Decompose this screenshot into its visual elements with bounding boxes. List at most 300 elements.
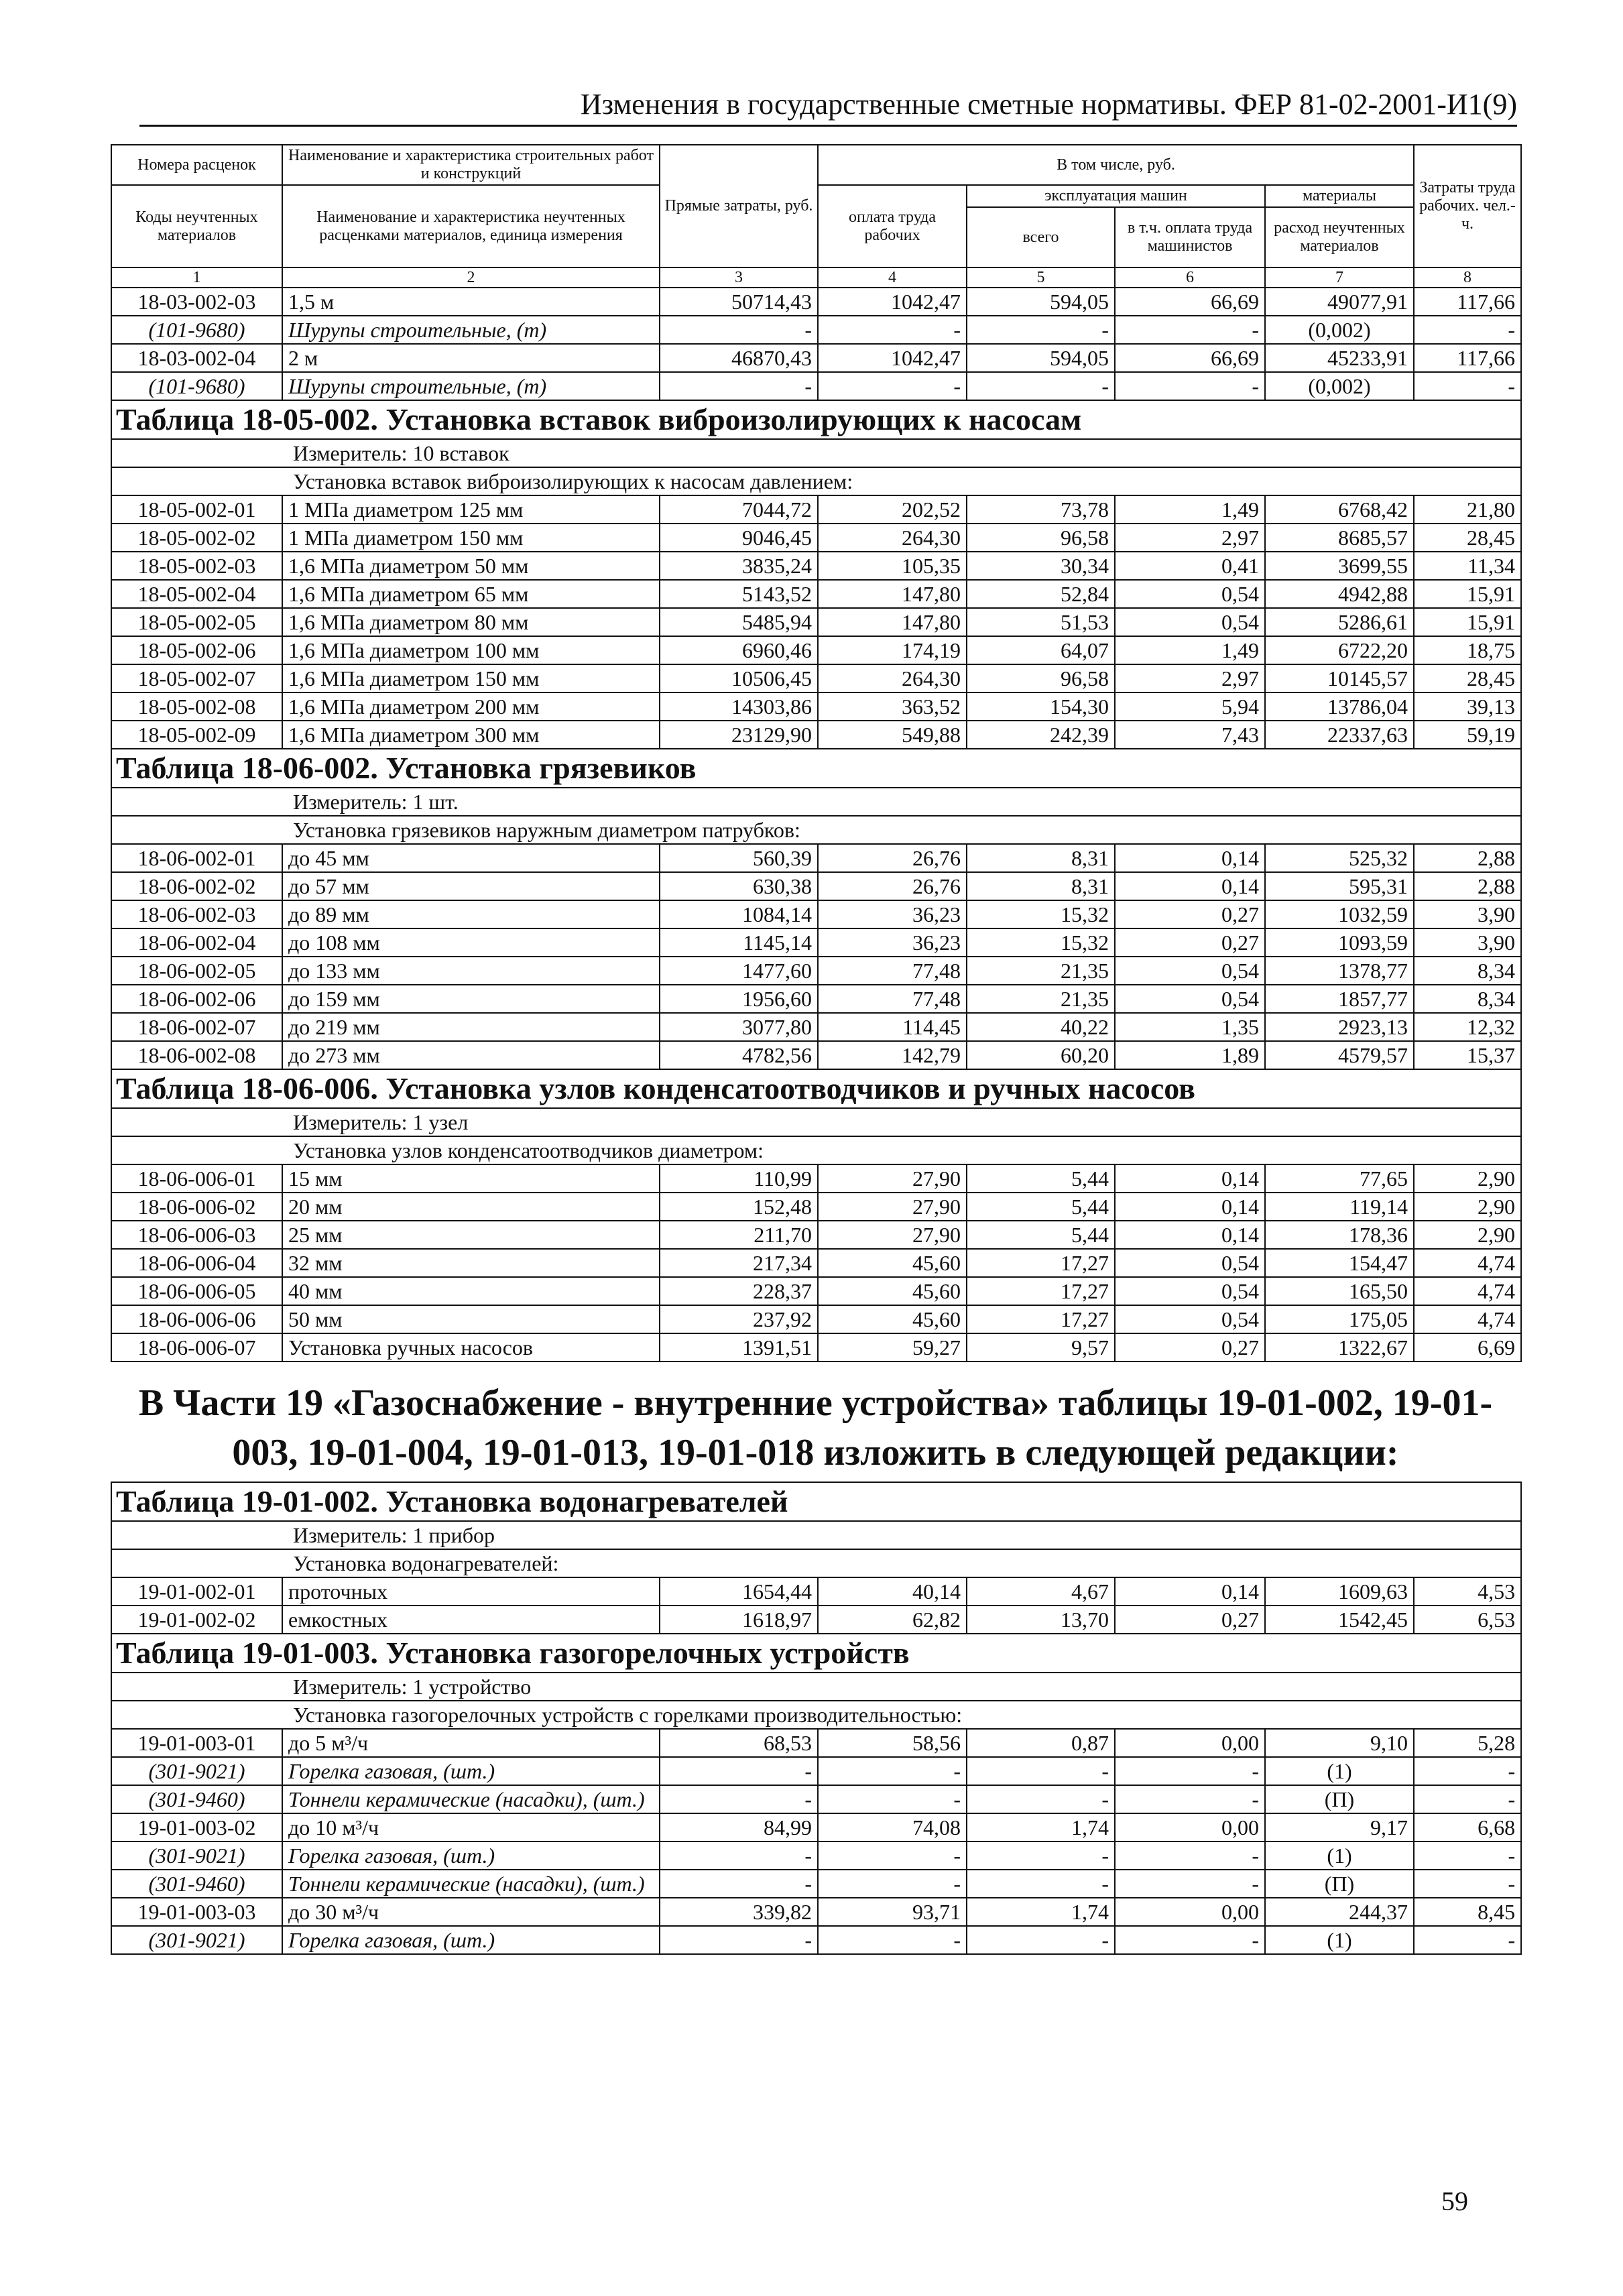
- labor-hours: 2,90: [1414, 1193, 1521, 1221]
- table-title-row: [111, 400, 1521, 439]
- materials: 244,37: [1265, 1898, 1414, 1926]
- labor-pay: 77,48: [818, 957, 967, 985]
- machine-total: -: [967, 1757, 1115, 1785]
- machine-total: -: [967, 1870, 1115, 1898]
- table-title-row: [111, 749, 1521, 788]
- machinist-pay: -: [1115, 372, 1265, 400]
- materials: 175,05: [1265, 1305, 1414, 1333]
- labor-pay: -: [818, 1841, 967, 1870]
- material-code: (301-9021): [111, 1926, 282, 1954]
- rate-code: 18-06-002-05: [111, 957, 282, 985]
- material-row: [111, 1870, 1521, 1898]
- material-code: (301-9021): [111, 1757, 282, 1785]
- table-row: [111, 1606, 1521, 1634]
- machinist-pay: 2,97: [1115, 524, 1265, 552]
- materials: 9,17: [1265, 1813, 1414, 1841]
- table-row: [111, 495, 1521, 524]
- labor-pay: -: [818, 372, 967, 400]
- machine-total: 594,05: [967, 344, 1115, 372]
- column-number: 4: [818, 267, 967, 288]
- header-naim-materials: Наименование и характеристика неучтенных расценками материалов, единица измерения: [282, 185, 660, 267]
- direct-costs: 237,92: [660, 1305, 818, 1333]
- description: до 30 м³/ч: [282, 1898, 660, 1926]
- header-vtom: В том числе, руб.: [818, 145, 1414, 185]
- machine-total: 4,67: [967, 1577, 1115, 1606]
- machine-total: 40,22: [967, 1013, 1115, 1041]
- table-row: [111, 344, 1521, 372]
- labor-hours: 2,88: [1414, 844, 1521, 872]
- machinist-pay: 0,27: [1115, 1606, 1265, 1634]
- materials: 154,47: [1265, 1249, 1414, 1277]
- rate-code: 18-06-002-02: [111, 872, 282, 900]
- machine-total: 5,44: [967, 1221, 1115, 1249]
- labor-pay: 1042,47: [818, 288, 967, 316]
- machinist-pay: 66,69: [1115, 288, 1265, 316]
- direct-costs: 228,37: [660, 1277, 818, 1305]
- machinist-pay: -: [1115, 316, 1265, 344]
- table-row: [111, 1277, 1521, 1305]
- labor-hours: 28,45: [1414, 664, 1521, 692]
- materials: 22337,63: [1265, 721, 1414, 749]
- machine-total: 15,32: [967, 928, 1115, 957]
- machinist-pay: 1,89: [1115, 1041, 1265, 1069]
- rate-code: 19-01-003-01: [111, 1729, 282, 1757]
- rate-code: 18-05-002-03: [111, 552, 282, 580]
- labor-hours: -: [1414, 1926, 1521, 1954]
- machinist-pay: 0,14: [1115, 844, 1265, 872]
- direct-costs: 50714,43: [660, 288, 818, 316]
- labor-hours: 8,45: [1414, 1898, 1521, 1926]
- materials: 1857,77: [1265, 985, 1414, 1013]
- machinist-pay: 2,97: [1115, 664, 1265, 692]
- table-row: [111, 288, 1521, 316]
- labor-pay: 26,76: [818, 872, 967, 900]
- header-nomera: Номера расценок: [111, 145, 282, 185]
- group-label: Установка узлов конденсатоотводчиков диаметром:: [111, 1136, 1521, 1164]
- machinist-pay: -: [1115, 1870, 1265, 1898]
- machinist-pay: 66,69: [1115, 344, 1265, 372]
- rate-code: 18-06-006-07: [111, 1333, 282, 1362]
- materials: 595,31: [1265, 872, 1414, 900]
- labor-hours: 6,68: [1414, 1813, 1521, 1841]
- labor-pay: 1042,47: [818, 344, 967, 372]
- labor-hours: 59,19: [1414, 721, 1521, 749]
- labor-hours: -: [1414, 1757, 1521, 1785]
- description: до 219 мм: [282, 1013, 660, 1041]
- part-heading: В Части 19 «Газоснабжение - внутренние устройства» таблицы 19-01-002, 19-01-003, 19-01-004, 19-01-013, 19-01-018 изложить в следующей редакции:: [138, 1382, 1493, 1473]
- machinist-pay: 7,43: [1115, 721, 1265, 749]
- machine-total: 73,78: [967, 495, 1115, 524]
- direct-costs: 23129,90: [660, 721, 818, 749]
- description: до 273 мм: [282, 1041, 660, 1069]
- machinist-pay: 0,54: [1115, 957, 1265, 985]
- description: 40 мм: [282, 1277, 660, 1305]
- materials: 525,32: [1265, 844, 1414, 872]
- description: емкостных: [282, 1606, 660, 1634]
- labor-hours: 6,53: [1414, 1606, 1521, 1634]
- labor-hours: 3,90: [1414, 928, 1521, 957]
- description: 1,6 МПа диаметром 100 мм: [282, 636, 660, 664]
- machinist-pay: -: [1115, 1841, 1265, 1870]
- description: 1,6 МПа диаметром 80 мм: [282, 608, 660, 636]
- labor-pay: 142,79: [818, 1041, 967, 1069]
- description: 1,6 МПа диаметром 50 мм: [282, 552, 660, 580]
- materials: 13786,04: [1265, 692, 1414, 721]
- table-row: [111, 1221, 1521, 1249]
- labor-hours: 4,74: [1414, 1249, 1521, 1277]
- labor-pay: 114,45: [818, 1013, 967, 1041]
- materials: 9,10: [1265, 1729, 1414, 1757]
- material-row: [111, 1926, 1521, 1954]
- measure-row: [111, 1521, 1521, 1549]
- materials: 4579,57: [1265, 1041, 1414, 1069]
- labor-hours: -: [1414, 1841, 1521, 1870]
- direct-costs: -: [660, 372, 818, 400]
- table-row: [111, 580, 1521, 608]
- table-row: [111, 1333, 1521, 1362]
- materials: 5286,61: [1265, 608, 1414, 636]
- group-row: [111, 1701, 1521, 1729]
- machine-total: -: [967, 1785, 1115, 1813]
- machine-total: 1,74: [967, 1898, 1115, 1926]
- machinist-pay: 0,14: [1115, 1193, 1265, 1221]
- machine-total: 64,07: [967, 636, 1115, 664]
- rate-code: 18-06-006-05: [111, 1277, 282, 1305]
- description: до 5 м³/ч: [282, 1729, 660, 1757]
- labor-hours: 39,13: [1414, 692, 1521, 721]
- labor-hours: -: [1414, 1870, 1521, 1898]
- materials: 3699,55: [1265, 552, 1414, 580]
- group-row: [111, 1549, 1521, 1577]
- labor-hours: 15,91: [1414, 580, 1521, 608]
- direct-costs: 4782,56: [660, 1041, 818, 1069]
- direct-costs: 3077,80: [660, 1013, 818, 1041]
- machinist-pay: 5,94: [1115, 692, 1265, 721]
- direct-costs: 1391,51: [660, 1333, 818, 1362]
- table-row: [111, 664, 1521, 692]
- description: Горелка газовая, (шт.): [282, 1757, 660, 1785]
- machine-total: 51,53: [967, 608, 1115, 636]
- labor-pay: -: [818, 1870, 967, 1898]
- description: 1,6 МПа диаметром 65 мм: [282, 580, 660, 608]
- labor-pay: 264,30: [818, 524, 967, 552]
- direct-costs: 5143,52: [660, 580, 818, 608]
- machine-total: 1,74: [967, 1813, 1115, 1841]
- measure-row: [111, 439, 1521, 467]
- description: 1,5 м: [282, 288, 660, 316]
- labor-hours: 15,91: [1414, 608, 1521, 636]
- group-row: [111, 467, 1521, 495]
- labor-pay: -: [818, 1757, 967, 1785]
- direct-costs: 339,82: [660, 1898, 818, 1926]
- table-row: [111, 1193, 1521, 1221]
- rate-code: 18-06-006-03: [111, 1221, 282, 1249]
- description: до 89 мм: [282, 900, 660, 928]
- machinist-pay: 0,14: [1115, 1164, 1265, 1193]
- labor-pay: 27,90: [818, 1221, 967, 1249]
- description: Горелка газовая, (шт.): [282, 1841, 660, 1870]
- rate-code: 18-05-002-08: [111, 692, 282, 721]
- machine-total: -: [967, 372, 1115, 400]
- measure-row: [111, 1108, 1521, 1136]
- direct-costs: 14303,86: [660, 692, 818, 721]
- page-header: Изменения в государственные сметные нормативы. ФЕР 81-02-2001-И1(9): [139, 86, 1517, 127]
- table-row: [111, 1013, 1521, 1041]
- table-title: Таблица 18-06-006. Установка узлов конденсатоотводчиков и ручных насосов: [111, 1069, 1521, 1108]
- labor-hours: 4,74: [1414, 1305, 1521, 1333]
- rate-code: 18-03-002-04: [111, 344, 282, 372]
- direct-costs: 5485,94: [660, 608, 818, 636]
- direct-costs: -: [660, 316, 818, 344]
- machine-total: 21,35: [967, 985, 1115, 1013]
- description: 50 мм: [282, 1305, 660, 1333]
- labor-pay: 45,60: [818, 1249, 967, 1277]
- labor-pay: 549,88: [818, 721, 967, 749]
- materials: (П): [1265, 1870, 1414, 1898]
- direct-costs: 630,38: [660, 872, 818, 900]
- labor-hours: 4,53: [1414, 1577, 1521, 1606]
- rate-code: 19-01-003-03: [111, 1898, 282, 1926]
- direct-costs: 1618,97: [660, 1606, 818, 1634]
- materials: 10145,57: [1265, 664, 1414, 692]
- machine-total: 15,32: [967, 900, 1115, 928]
- description: Тоннели керамические (насадки), (шт.): [282, 1785, 660, 1813]
- table-row: [111, 636, 1521, 664]
- materials: (0,002): [1265, 372, 1414, 400]
- labor-pay: 74,08: [818, 1813, 967, 1841]
- description: Тоннели керамические (насадки), (шт.): [282, 1870, 660, 1898]
- labor-hours: 5,28: [1414, 1729, 1521, 1757]
- machinist-pay: 0,54: [1115, 580, 1265, 608]
- materials: 165,50: [1265, 1277, 1414, 1305]
- table-row: [111, 552, 1521, 580]
- measure-unit: Измеритель: 1 узел: [111, 1108, 1521, 1136]
- labor-pay: 59,27: [818, 1333, 967, 1362]
- rate-code: 18-05-002-06: [111, 636, 282, 664]
- materials: 1322,67: [1265, 1333, 1414, 1362]
- group-label: Установка вставок виброизолирующих к насосам давлением:: [111, 467, 1521, 495]
- table-title-row: [111, 1634, 1521, 1673]
- labor-hours: 3,90: [1414, 900, 1521, 928]
- header-kody: Коды неучтенных материалов: [111, 185, 282, 267]
- description: 20 мм: [282, 1193, 660, 1221]
- labor-pay: -: [818, 1785, 967, 1813]
- table-header: [111, 145, 1521, 288]
- header-oplata: оплата труда рабочих: [818, 185, 967, 267]
- machine-total: -: [967, 1926, 1115, 1954]
- rate-code: 18-05-002-05: [111, 608, 282, 636]
- materials: 6768,42: [1265, 495, 1414, 524]
- description: 25 мм: [282, 1221, 660, 1249]
- header-pryamye: Прямые затраты, руб.: [660, 145, 818, 267]
- header-mater: материалы: [1265, 185, 1414, 207]
- header-rashod: расход неучтенных материалов: [1265, 207, 1414, 267]
- description: 1,6 МПа диаметром 150 мм: [282, 664, 660, 692]
- material-row: [111, 372, 1521, 400]
- description: 15 мм: [282, 1164, 660, 1193]
- machine-total: 5,44: [967, 1193, 1115, 1221]
- rate-code: 18-06-002-06: [111, 985, 282, 1013]
- machine-total: 96,58: [967, 524, 1115, 552]
- rate-code: 18-06-006-04: [111, 1249, 282, 1277]
- table-row: [111, 844, 1521, 872]
- column-number: 8: [1414, 267, 1521, 288]
- description: до 159 мм: [282, 985, 660, 1013]
- labor-hours: 11,34: [1414, 552, 1521, 580]
- group-label: Установка газогорелочных устройств с горелками производительностью:: [111, 1701, 1521, 1729]
- labor-hours: -: [1414, 1785, 1521, 1813]
- direct-costs: 9046,45: [660, 524, 818, 552]
- table-row: [111, 608, 1521, 636]
- table-row: [111, 928, 1521, 957]
- labor-pay: 27,90: [818, 1193, 967, 1221]
- machinist-pay: -: [1115, 1757, 1265, 1785]
- machine-total: 17,27: [967, 1277, 1115, 1305]
- table-row: [111, 872, 1521, 900]
- rate-code: 19-01-002-02: [111, 1606, 282, 1634]
- materials: 4942,88: [1265, 580, 1414, 608]
- direct-costs: 1956,60: [660, 985, 818, 1013]
- machine-total: -: [967, 316, 1115, 344]
- table-row: [111, 985, 1521, 1013]
- description: Горелка газовая, (шт.): [282, 1926, 660, 1954]
- materials: (1): [1265, 1757, 1414, 1785]
- direct-costs: -: [660, 1870, 818, 1898]
- table-row: [111, 1041, 1521, 1069]
- direct-costs: -: [660, 1757, 818, 1785]
- description: 1 МПа диаметром 150 мм: [282, 524, 660, 552]
- header-ekspl: эксплуатация машин: [967, 185, 1265, 207]
- machinist-pay: 0,54: [1115, 1277, 1265, 1305]
- machine-total: 13,70: [967, 1606, 1115, 1634]
- rate-code: 18-05-002-04: [111, 580, 282, 608]
- direct-costs: 68,53: [660, 1729, 818, 1757]
- labor-hours: 15,37: [1414, 1041, 1521, 1069]
- direct-costs: 1654,44: [660, 1577, 818, 1606]
- materials: 45233,91: [1265, 344, 1414, 372]
- labor-pay: 45,60: [818, 1305, 967, 1333]
- materials: (0,002): [1265, 316, 1414, 344]
- direct-costs: 217,34: [660, 1249, 818, 1277]
- direct-costs: 1145,14: [660, 928, 818, 957]
- machine-total: 242,39: [967, 721, 1115, 749]
- labor-pay: 202,52: [818, 495, 967, 524]
- table-title: Таблица 18-06-002. Установка грязевиков: [111, 749, 1521, 788]
- labor-pay: 40,14: [818, 1577, 967, 1606]
- direct-costs: 152,48: [660, 1193, 818, 1221]
- rate-code: 18-05-002-09: [111, 721, 282, 749]
- labor-pay: 62,82: [818, 1606, 967, 1634]
- description: 1,6 МПа диаметром 300 мм: [282, 721, 660, 749]
- rate-code: 18-06-006-02: [111, 1193, 282, 1221]
- direct-costs: 560,39: [660, 844, 818, 872]
- description: Шурупы строительные, (т): [282, 372, 660, 400]
- labor-hours: 6,69: [1414, 1333, 1521, 1362]
- machinist-pay: 0,54: [1115, 985, 1265, 1013]
- labor-hours: 28,45: [1414, 524, 1521, 552]
- table-row: [111, 900, 1521, 928]
- materials: 49077,91: [1265, 288, 1414, 316]
- machinist-pay: 0,41: [1115, 552, 1265, 580]
- labor-pay: 174,19: [818, 636, 967, 664]
- labor-hours: 4,74: [1414, 1277, 1521, 1305]
- machinist-pay: -: [1115, 1785, 1265, 1813]
- table-row: [111, 524, 1521, 552]
- column-number: 6: [1115, 267, 1265, 288]
- machinist-pay: 1,35: [1115, 1013, 1265, 1041]
- header-vtch: в т.ч. оплата труда машинистов: [1115, 207, 1265, 267]
- rate-code: 18-05-002-07: [111, 664, 282, 692]
- materials: 2923,13: [1265, 1013, 1414, 1041]
- measure-unit: Измеритель: 10 вставок: [111, 439, 1521, 467]
- labor-pay: -: [818, 1926, 967, 1954]
- rate-code: 18-06-006-01: [111, 1164, 282, 1193]
- labor-pay: 36,23: [818, 900, 967, 928]
- rate-code: 18-06-002-04: [111, 928, 282, 957]
- direct-costs: 46870,43: [660, 344, 818, 372]
- machinist-pay: 1,49: [1115, 495, 1265, 524]
- machine-total: 52,84: [967, 580, 1115, 608]
- header-zatraty: Затраты труда рабочих. чел.-ч.: [1414, 145, 1521, 267]
- rate-code: 18-06-002-03: [111, 900, 282, 928]
- labor-hours: 8,34: [1414, 985, 1521, 1013]
- rate-code: 18-06-002-01: [111, 844, 282, 872]
- machine-total: 5,44: [967, 1164, 1115, 1193]
- table-title: Таблица 18-05-002. Установка вставок виброизолирующих к насосам: [111, 400, 1521, 439]
- material-row: [111, 1757, 1521, 1785]
- description: до 133 мм: [282, 957, 660, 985]
- materials: 1093,59: [1265, 928, 1414, 957]
- table-row: [111, 692, 1521, 721]
- labor-hours: 117,66: [1414, 344, 1521, 372]
- column-number: 2: [282, 267, 660, 288]
- material-code: (301-9460): [111, 1870, 282, 1898]
- machine-total: 17,27: [967, 1305, 1115, 1333]
- labor-hours: 117,66: [1414, 288, 1521, 316]
- table-title-row: [111, 1482, 1521, 1521]
- material-row: [111, 1785, 1521, 1813]
- description: до 45 мм: [282, 844, 660, 872]
- direct-costs: 10506,45: [660, 664, 818, 692]
- direct-costs: 6960,46: [660, 636, 818, 664]
- labor-pay: 36,23: [818, 928, 967, 957]
- description: до 108 мм: [282, 928, 660, 957]
- rate-code: 18-05-002-01: [111, 495, 282, 524]
- table-row: [111, 1164, 1521, 1193]
- machine-total: 0,87: [967, 1729, 1115, 1757]
- materials: (1): [1265, 1926, 1414, 1954]
- page-number: 59: [1441, 2186, 1468, 2216]
- description: 2 м: [282, 344, 660, 372]
- material-code: (301-9021): [111, 1841, 282, 1870]
- material-row: [111, 316, 1521, 344]
- table-row: [111, 1249, 1521, 1277]
- labor-hours: 21,80: [1414, 495, 1521, 524]
- description: 1 МПа диаметром 125 мм: [282, 495, 660, 524]
- material-code: (301-9460): [111, 1785, 282, 1813]
- machine-total: 594,05: [967, 288, 1115, 316]
- price-table-part19: [111, 1482, 1522, 1955]
- materials: (П): [1265, 1785, 1414, 1813]
- materials: 8685,57: [1265, 524, 1414, 552]
- material-code: (101-9680): [111, 372, 282, 400]
- description: Установка ручных насосов: [282, 1333, 660, 1362]
- rate-code: 18-06-006-06: [111, 1305, 282, 1333]
- labor-pay: 147,80: [818, 580, 967, 608]
- column-number: 5: [967, 267, 1115, 288]
- labor-pay: 58,56: [818, 1729, 967, 1757]
- machinist-pay: 1,49: [1115, 636, 1265, 664]
